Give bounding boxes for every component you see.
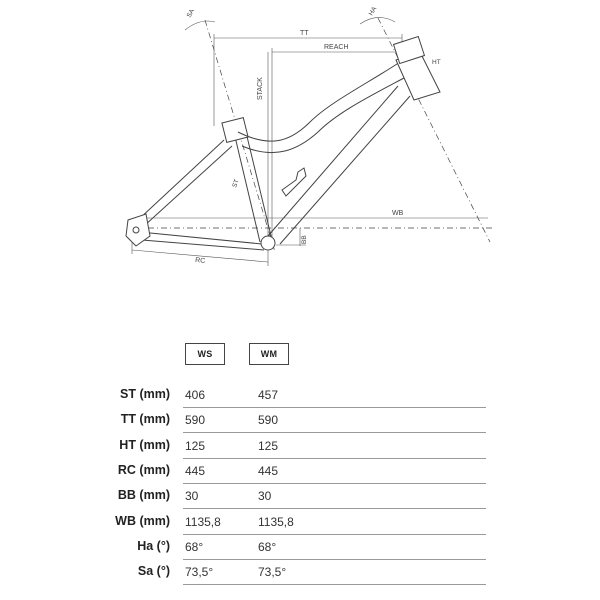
value-ws: 1135,8 xyxy=(185,515,221,529)
value-wm: 30 xyxy=(258,489,272,503)
row-label: Ha (°) xyxy=(137,539,170,553)
table-row xyxy=(0,383,600,408)
ha-label: HA xyxy=(367,5,379,17)
down-tube xyxy=(268,86,410,244)
head-axis-line xyxy=(378,18,490,242)
value-ws: 406 xyxy=(185,388,206,402)
value-wm: 68° xyxy=(258,540,277,554)
tt-label: TT xyxy=(300,30,309,37)
size-header-ws: WS xyxy=(185,343,225,365)
value-wm: 590 xyxy=(258,413,279,427)
bb-label: BB xyxy=(301,235,308,244)
row-label: HT (mm) xyxy=(119,438,170,452)
table-row xyxy=(0,510,600,535)
table-row xyxy=(0,535,600,560)
value-wm: 445 xyxy=(258,464,279,478)
chain-stay xyxy=(140,232,264,250)
bottle-mount xyxy=(282,168,306,196)
row-label: RC (mm) xyxy=(117,463,170,477)
rc-label: RC xyxy=(194,257,206,265)
value-ws: 445 xyxy=(185,464,206,478)
reach-label: REACH xyxy=(324,44,349,51)
bottom-bracket xyxy=(261,236,275,250)
row-label: ST (mm) xyxy=(120,387,170,401)
row-label: WB (mm) xyxy=(115,514,170,528)
st-label: ST xyxy=(231,178,241,189)
value-wm: 457 xyxy=(258,388,279,402)
seat-stay xyxy=(138,140,232,226)
row-label: BB (mm) xyxy=(117,488,170,502)
table-row xyxy=(0,459,600,484)
seat-angle-arc xyxy=(185,21,215,30)
ht-label: HT xyxy=(432,59,441,66)
value-wm: 1135,8 xyxy=(258,515,294,529)
sa-label: SA xyxy=(185,7,197,19)
value-ws: 73,5° xyxy=(185,565,214,579)
stack-label: STACK xyxy=(257,77,264,100)
value-ws: 125 xyxy=(185,439,206,453)
size-header-wm: WM xyxy=(249,343,289,365)
table-row xyxy=(0,484,600,509)
row-label: Sa (°) xyxy=(137,564,170,578)
seat-collar xyxy=(222,118,248,143)
value-ws: 68° xyxy=(185,540,204,554)
value-ws: 30 xyxy=(185,489,199,503)
row-label: TT (mm) xyxy=(120,412,170,426)
table-row xyxy=(0,408,600,433)
table-row xyxy=(0,560,600,585)
wb-label: WB xyxy=(392,210,404,217)
value-wm: 125 xyxy=(258,439,279,453)
value-wm: 73,5° xyxy=(258,565,287,579)
table-row xyxy=(0,434,600,459)
value-ws: 590 xyxy=(185,413,206,427)
head-angle-arc xyxy=(360,17,395,24)
